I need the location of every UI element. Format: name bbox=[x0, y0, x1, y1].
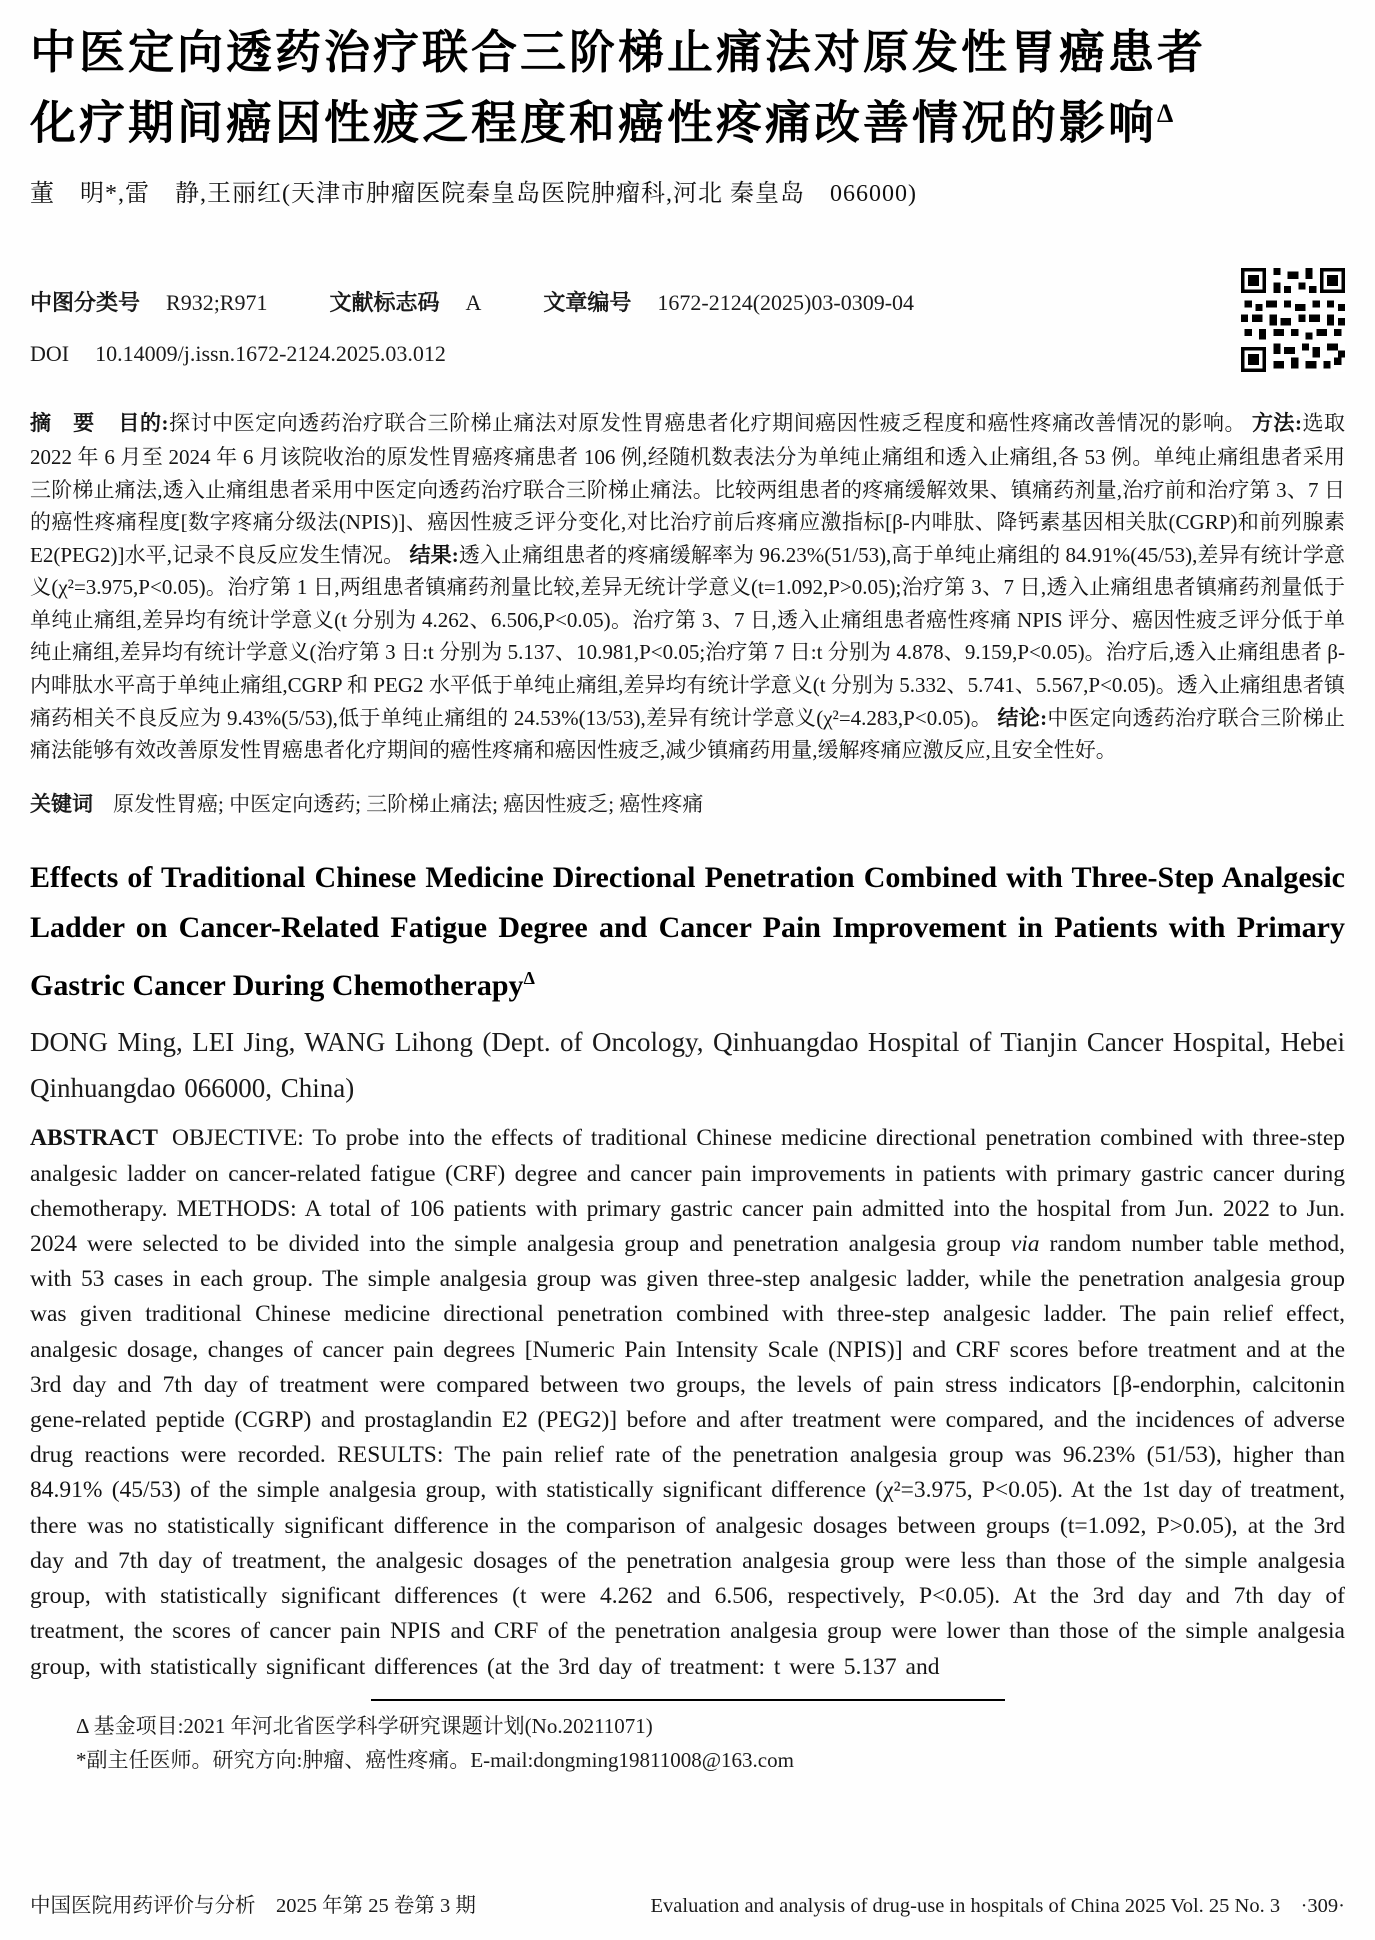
article-meta-block bbox=[30, 286, 1345, 367]
abstract-cn-results: 透入止痛组患者的疼痛缓解率为 96.23%(51/53),高于单纯止痛组的 84.91%(45/53),差异有统计学意义(χ²=3.975,P<0.05)。治疗第 1 日,两组患者镇痛药剂量比较,差异无统计学意义(t=1.092,P>0.05);治疗第 3、7 日,透入止痛组患者镇痛药剂量低于单纯止痛组,差异均有统计学意义(t 分别为 4.262、6.506,P<0.05)。治疗第 3、7 日,透入止痛组患者癌性疼痛 NPIS 评分、癌因性疲乏评分低于单纯止痛组,差异均有统计学意义(治疗第 3 日:t 分别为 5.137、10.981,P<0.05;治疗第 7 日:t 分别为 4.878、9.159,P<0.05)。治疗后,透入止痛组患者 β-内啡肽水平高于单纯止痛组,CGRP 和 PEG2 水平低于单纯止痛组,差异均有统计学意义(t 分别为 5.332、5.741、5.567,P<0.05)。透入止痛组患者镇痛药相关不良反应为 9.43%(5/53),低于单纯止痛组的 24.53%(13/53),差异有统计学意义(χ²=4.283,P<0.05)。 bbox=[30, 542, 1345, 730]
title-en-fund-marker: Δ bbox=[523, 968, 535, 989]
document-code-label: 文献标志码 bbox=[329, 290, 440, 316]
clc-value: R932;R971 bbox=[166, 290, 268, 316]
article-number bbox=[543, 286, 914, 317]
abstract-cn-methods-label: 方法: bbox=[1251, 411, 1302, 436]
fund-project-note: Δ 基金项目:2021 年河北省医学科学研究课题计划(No.20211071) bbox=[76, 1713, 653, 1738]
abstract-en bbox=[30, 1121, 1345, 1684]
abstract-cn-conclusion: 中医定向透药治疗联合三阶梯止痛法能够有效改善原发性胃癌患者化疗期间的癌性疼痛和癌因性疲乏,减少镇痛药用量,缓解疼痛应激反应,且安全性好。 bbox=[30, 705, 1345, 763]
abstract-cn bbox=[30, 407, 1345, 767]
abstract-en-via: via bbox=[1010, 1231, 1040, 1258]
footnote-divider bbox=[371, 1699, 1005, 1701]
keywords-cn bbox=[30, 788, 1345, 822]
abstract-en-part2: random number table method, with 53 cases in each group. The simple analgesia group was given three-step analgesic ladder, while the penetration analgesia group was given traditional Chinese medicine directional penetration combined with three-step analgesic ladder. The pain relief effect, analgesic dosage, changes of cancer pain degrees [Numeric Pain Intensity Scale (NPIS)] and CRF scores before treatment and at the 3rd day and 7th day of treatment were compared between two groups, the levels of pain stress indicators [β-endorphin, calcitonin gene-related peptide (CGRP) and prostaglandin E2 (PEG2)] before and after treatment were compared, and the incidences of adverse drug reactions were recorded. RESULTS: The pain relief rate of the penetration analgesia group was 96.23% (51/53), higher than 84.91% (45/53) of the simple analgesia group, with statistically significant difference (χ²=3.975, P<0.05). At the 1st day of treatment, there was no statistically significant difference in the comparison of analgesic dosages between groups (t=1.092, P>0.05), at the 3rd day and 7th day of treatment, the analgesic dosages of the penetration analgesia group were less than those of the simple analgesia group, with statistically significant differences (t were 4.262 and 6.506, respectively, P<0.05). At the 3rd day and 7th day of treatment, the scores of cancer pain NPIS and CRF of the penetration analgesia group were lower than those of the simple analgesia group, with statistically significant differences (at the 3rd day of treatment: t were 5.137 and bbox=[30, 1231, 1345, 1680]
clc-number bbox=[30, 286, 267, 317]
article-title-en bbox=[30, 853, 1345, 1011]
footnotes bbox=[30, 1709, 1345, 1777]
abstract-cn-conclusion-label: 结论: bbox=[997, 705, 1048, 730]
abstract-cn-results-label: 结果: bbox=[409, 542, 459, 567]
article-title-cn bbox=[30, 22, 1345, 153]
corresponding-author-note: *副主任医师。研究方向:肿瘤、癌性疼痛。E-mail:dongming19811008@163.com bbox=[76, 1747, 794, 1772]
article-number-label: 文章编号 bbox=[543, 290, 632, 316]
article-number-value: 1672-2124(2025)03-0309-04 bbox=[657, 290, 915, 316]
page-footer bbox=[30, 1888, 1345, 1918]
document-code-value: A bbox=[465, 290, 482, 316]
journal-name-en-page-number: Evaluation and analysis of drug-use in hospitals of China 2025 Vol. 25 No. 3 ·309· bbox=[650, 1895, 1345, 1917]
title-fund-marker: Δ bbox=[1157, 99, 1177, 128]
qr-code bbox=[1241, 268, 1345, 372]
article-title-en-text: Effects of Traditional Chinese Medicine Directional Penetration Combined with Three-Step Analgesic Ladder on Cancer-Related Fatigue Degree and Cancer Pain Improvement in Patients with Primary Gastric Cancer During Chemotherapy bbox=[30, 861, 1345, 1003]
keywords-cn-text: 原发性胃癌; 中医定向透药; 三阶梯止痛法; 癌因性疲乏; 癌性疼痛 bbox=[113, 791, 704, 816]
journal-name-cn: 中国医院用药评价与分析 2025 年第 25 卷第 3 期 bbox=[30, 1895, 476, 1917]
doi-label: DOI bbox=[30, 341, 70, 367]
keywords-cn-label: 关键词 bbox=[30, 792, 93, 816]
article-title-cn-line1: 中医定向透药治疗联合三阶梯止痛法对原发性胃癌患者 bbox=[30, 27, 1206, 78]
abstract-en-part1: OBJECTIVE: To probe into the effects of traditional Chinese medicine directional penetration combined with three-step analgesic ladder on cancer-related fatigue (CRF) degree and cancer pain improvements in patients with primary gastric cancer during chemotherapy. METHODS: A total of 106 patients with primary gastric cancer pain admitted into the hospital from Jun. 2022 to Jun. 2024 were selected to be divided into the simple analgesia group and penetration analgesia group bbox=[30, 1125, 1345, 1258]
clc-label: 中图分类号 bbox=[30, 290, 141, 316]
doi-line bbox=[30, 341, 1345, 367]
authors-affiliation-en: DONG Ming, LEI Jing, WANG Lihong (Dept. of Oncology, Qinhuangdao Hospital of Tianjin Cancer Hospital, Hebei Qinhuangdao 066000, China) bbox=[30, 1027, 1345, 1104]
abstract-cn-label: 摘 要 bbox=[30, 412, 95, 436]
abstract-en-label: ABSTRACT bbox=[30, 1125, 158, 1152]
article-title-cn-line2: 化疗期间癌因性疲乏程度和癌性疼痛改善情况的影响 bbox=[30, 97, 1157, 149]
abstract-cn-objective-label: 目的: bbox=[118, 411, 169, 436]
authors-affiliation-cn: 董 明*,雷 静,王丽红(天津市肿瘤医院秦皇岛医院肿瘤科,河北 秦皇岛 066000) bbox=[30, 181, 917, 208]
abstract-cn-methods: 选取 2022 年 6 月至 2024 年 6 月该院收治的原发性胃癌疼痛患者 106 例,经随机数表法分为单纯止痛组和透入止痛组,各 53 例。单纯止痛组患者采用三阶梯止痛法,透入止痛组患者采用中医定向透药治疗联合三阶梯止痛法。比较两组患者的疼痛缓解效果、镇痛药剂量,治疗前和治疗第 3、7 日的癌性疼痛程度[数字疼痛分级法(NPIS)]、癌因性疲乏评分变化,对比治疗前后疼痛应激指标[β-内啡肽、降钙素基因相关肽(CGRP)和前列腺素 E2(PEG2)]水平,记录不良反应发生情况。 bbox=[30, 411, 1346, 567]
qr-code-image bbox=[1241, 268, 1345, 372]
document-code bbox=[329, 286, 481, 317]
abstract-cn-objective: 探讨中医定向透药治疗联合三阶梯止痛法对原发性胃癌患者化疗期间癌因性疲乏程度和癌性疼痛改善情况的影响。 bbox=[168, 411, 1247, 436]
doi-value: 10.14009/j.issn.1672-2124.2025.03.012 bbox=[95, 341, 446, 367]
classification-line bbox=[30, 286, 1345, 317]
